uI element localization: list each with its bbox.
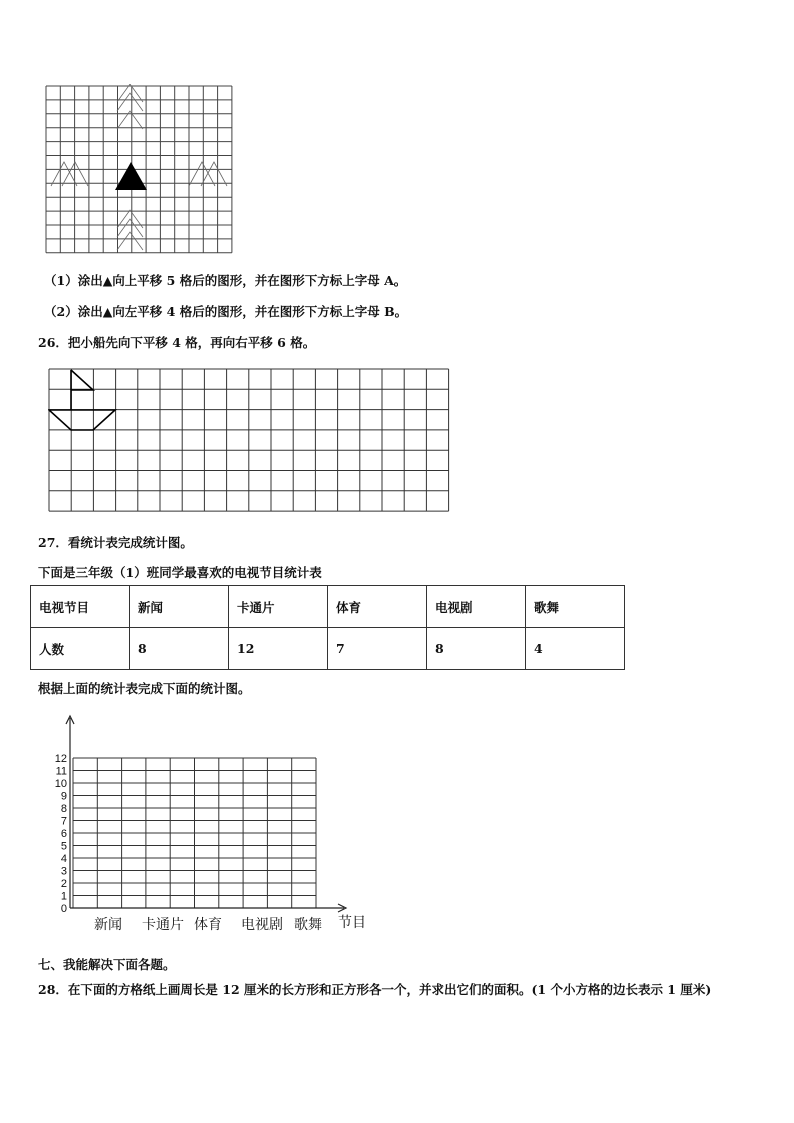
y-tick-label: 9	[60, 790, 67, 803]
x-axis-label: 节目	[338, 914, 366, 930]
q28-text: 28．在下面的方格纸上画周长是 12 厘米的长方形和正方形各一个，并求出它们的面积。(1 个小方格的边长表示 1 厘米)	[38, 982, 712, 997]
table-cell: 歌舞	[526, 586, 625, 628]
x-category-label: 体育	[194, 916, 222, 932]
y-tick-label: 12	[54, 753, 67, 765]
translation-grid-figure	[44, 84, 236, 256]
table-cell: 8	[427, 628, 526, 670]
y-tick-label: 11	[55, 765, 67, 778]
x-category-label: 新闻	[94, 916, 122, 932]
x-category-label: 卡通片	[142, 916, 184, 932]
table-cell: 人数	[31, 628, 130, 670]
table-cell: 8	[130, 628, 229, 670]
q27-text: 27．看统计表完成统计图。	[38, 535, 193, 550]
y-tick-label: 1	[60, 890, 67, 903]
table-header-row	[31, 586, 625, 628]
statistics-table	[30, 585, 625, 670]
y-tick-label: 8	[60, 803, 67, 815]
q26-text: 26．把小船先向下平移 4 格，再向右平移 6 格。	[38, 335, 316, 350]
q25-part2: （2）涂出▲向左平移 4 格后的图形，并在图形下方标上字母 B。	[44, 304, 408, 319]
section-7-heading: 七、我能解决下面各题。	[38, 957, 176, 972]
table-cell: 新闻	[130, 586, 229, 628]
bar-chart	[40, 712, 380, 938]
y-tick-label: 5	[60, 840, 67, 853]
y-tick-label: 3	[60, 865, 67, 878]
y-tick-label: 6	[60, 828, 67, 840]
y-tick-label: 10	[54, 778, 67, 790]
table-cell: 电视剧	[427, 586, 526, 628]
y-tick-label: 7	[60, 815, 67, 828]
table-cell: 卡通片	[229, 586, 328, 628]
boat-grid-figure	[48, 368, 452, 514]
black-triangle	[115, 162, 147, 190]
table-title: 下面是三年级（1）班同学最喜欢的电视节目统计表	[38, 565, 322, 580]
x-category-label: 歌舞	[294, 916, 322, 932]
chart-instruction: 根据上面的统计表完成下面的统计图。	[38, 681, 251, 696]
y-tick-label: 2	[60, 878, 67, 890]
table-cell: 电视节目	[31, 586, 130, 628]
y-tick-label: 4	[60, 853, 67, 865]
table-cell: 7	[328, 628, 427, 670]
boat-shape	[49, 370, 115, 430]
table-cell: 12	[229, 628, 328, 670]
y-tick-label: 0	[60, 903, 67, 915]
table-cell: 体育	[328, 586, 427, 628]
table-cell: 4	[526, 628, 625, 670]
q25-part1: （1）涂出▲向上平移 5 格后的图形，并在图形下方标上字母 A。	[44, 273, 407, 288]
x-category-label: 电视剧	[241, 916, 283, 932]
table-row	[31, 628, 625, 670]
